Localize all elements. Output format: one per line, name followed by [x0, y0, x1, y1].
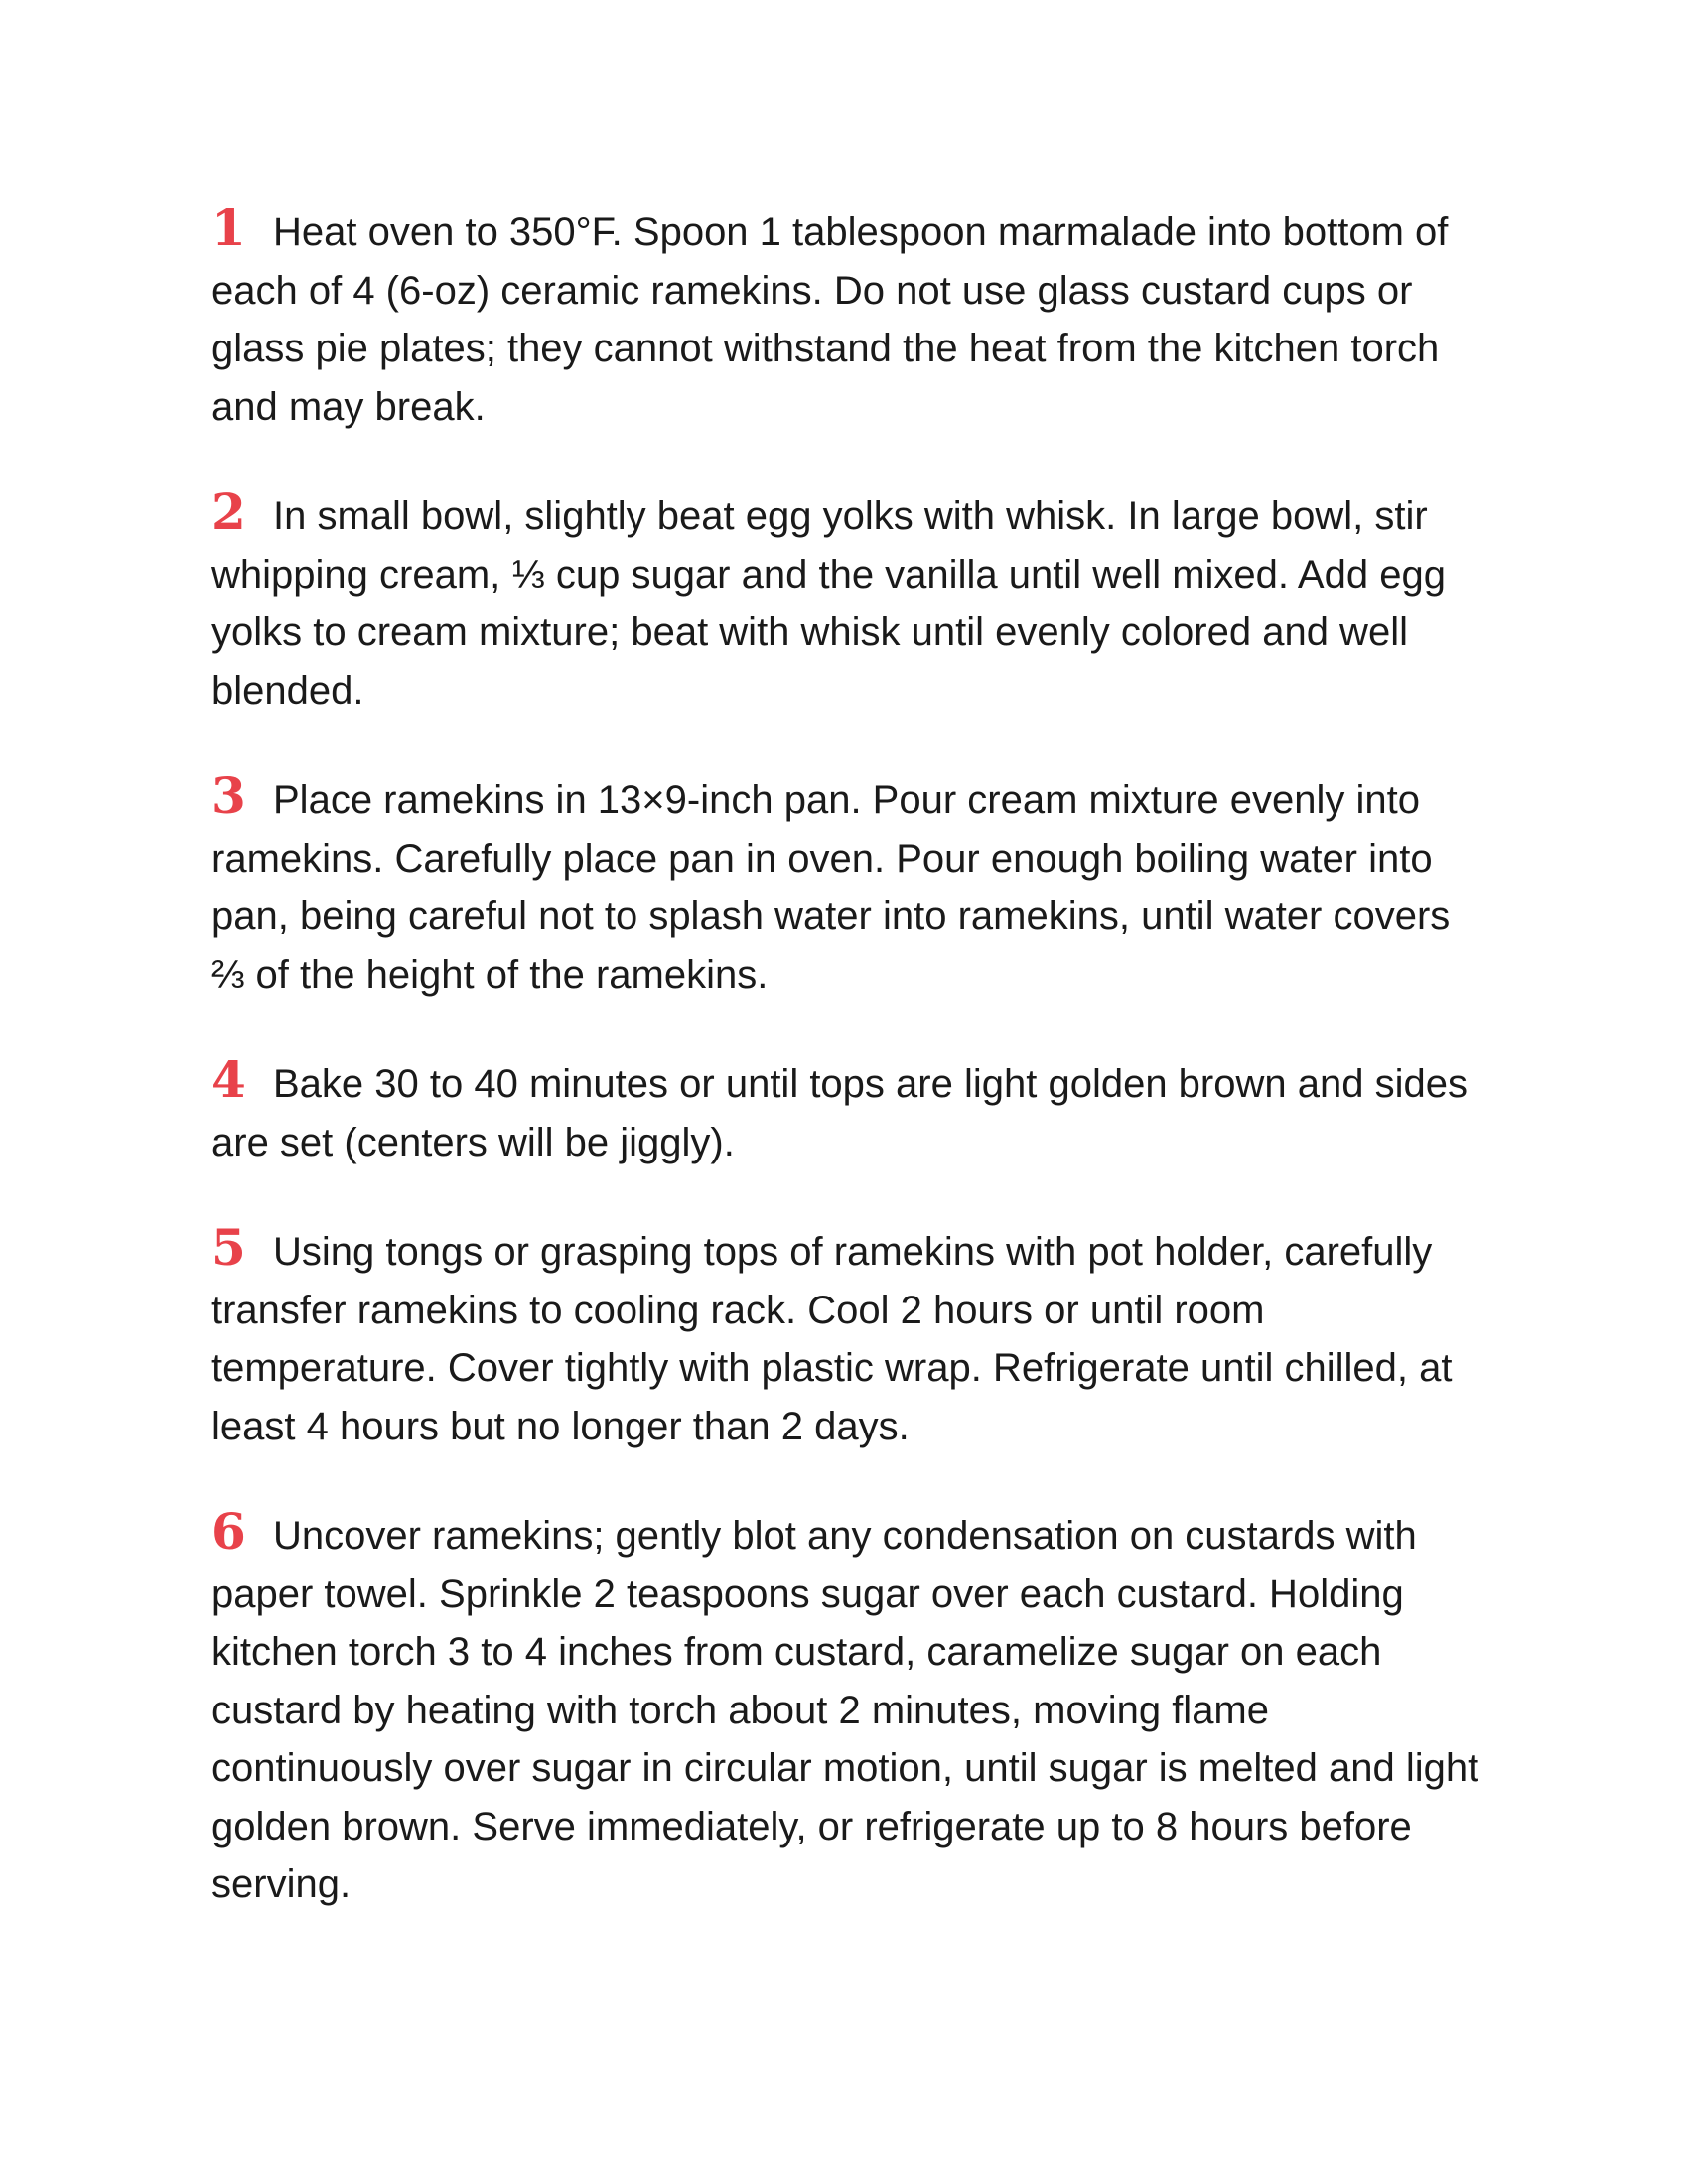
step-number: 1 [211, 199, 246, 257]
step-number: 5 [211, 1218, 246, 1277]
step-5 [211, 1218, 1492, 1455]
step-text: In small bowl, slightly beat egg yolks with whisk. In large bowl, stir whipping cream, ⅓ cup sugar and the vanilla until well mixed. Add egg yolks to cream mixture; beat with whisk until evenly colored and well blended. [211, 494, 1446, 713]
step-1 [211, 199, 1492, 436]
step-4 [211, 1050, 1492, 1171]
step-text: Place ramekins in 13×9-inch pan. Pour cream mixture evenly into ramekins. Carefully place pan in oven. Pour enough boiling water into pan, being careful not to splash water into ramekins, until water covers ⅔ of the height of the ramekins. [211, 778, 1451, 997]
recipe-steps [211, 199, 1492, 1966]
step-number: 2 [211, 482, 246, 541]
step-3 [211, 766, 1492, 1004]
step-2 [211, 482, 1492, 720]
step-text: Bake 30 to 40 minutes or until tops are light golden brown and sides are set (centers will be jiggly). [211, 1062, 1468, 1164]
step-text: Uncover ramekins; gently blot any condensation on custards with paper towel. Sprinkle 2 teaspoons sugar over each custard. Holding kitchen torch 3 to 4 inches from custard, caramelize sugar on each custard by heating with torch about 2 minutes, moving flame continuously over sugar in circular motion, until sugar is melted and light golden brown. Serve immediately, or refrigerate up to 8 hours before serving. [211, 1514, 1479, 1906]
step-text: Heat oven to 350°F. Spoon 1 tablespoon marmalade into bottom of each of 4 (6-oz) ceramic ramekins. Do not use glass custard cups or glass pie plates; they cannot withstand the heat from the kitchen torch and may break. [211, 210, 1449, 429]
step-number: 6 [211, 1502, 246, 1561]
step-6 [211, 1502, 1492, 1914]
step-number: 4 [211, 1050, 246, 1109]
step-number: 3 [211, 766, 246, 825]
step-text: Using tongs or grasping tops of ramekins with pot holder, carefully transfer ramekins to cooling rack. Cool 2 hours or until room temperature. Cover tightly with plastic wrap. Refrigerate until chilled, at least 4 hours but no longer than 2 days. [211, 1230, 1453, 1448]
